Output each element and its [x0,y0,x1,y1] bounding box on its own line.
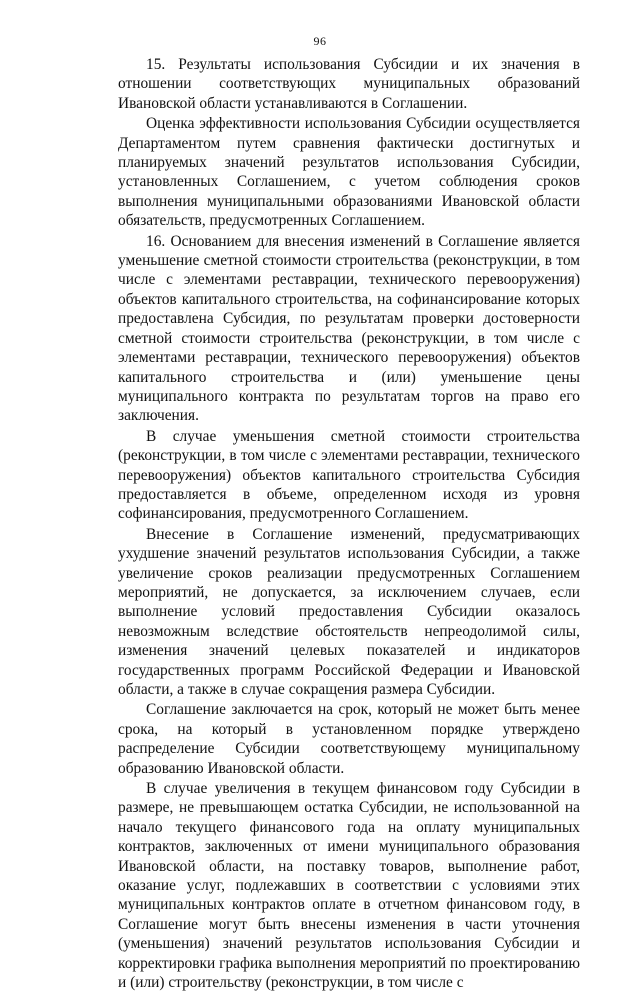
page-number: 96 [313,34,327,48]
paragraph-subsidy-increase: В случае увеличения в текущем финансовом году Субсидии в размере, не превышающем остатка Субсидии, не использованной на начало текущего финансового года на оплату муниципальных контрактов, заключенных от имени муниципального образования Ивановской области, на поставку товаров, выполнение работ, оказание услуг, подлежавших в соответствии с условиями этих муниципальных контрактов оплате в отчетном финансовом году, в Соглашение могут быть внесены изменения в части уточнения (уменьшения) значений результатов использования Субсидии и корректировки графика выполнения мероприятий по проектированию и (или) строительству (реконструкции, в том числе с [118,780,580,992]
paragraph-cost-reduction: В случае уменьшения сметной стоимости строительства (реконструкции, в том числе с элементами реставрации, технического перевооружения) объектов капитального строительства Субсидия предоставляется в объеме, определенном исходя из уровня софинансирования, предусмотренного Соглашением. [118,427,580,523]
paragraph-efficiency-assessment: Оценка эффективности использования Субсидии осуществляется Департаментом путем сравнения фактически достигнутых и планируемых значений результатов использования Субсидии, установленных Соглашением, с учетом соблюдения сроков выполнения муниципальными образованиями Ивановской области обязательств, предусмотренных Соглашением. [118,115,580,230]
paragraph-16-amendment-grounds: 16. Основанием для внесения изменений в Соглашение является уменьшение сметной стоимости строительства (реконструкции, в том числе с элементами реставрации, технического перевооружения) объектов капитального строительства, на софинансирование которых предоставлена Субсидия, по результатам проверки достоверности сметной стоимости строительства (реконструкции, в том числе с элементами реставрации, технического перевооружения) объектов капитального строительства и (или) уменьшение цены муниципального контракта по результатам торгов на право его заключения. [118,232,580,425]
paragraph-amendment-restrictions: Внесение в Соглашение изменений, предусматривающих ухудшение значений результатов использования Субсидии, а также увеличение сроков реализации предусмотренных Соглашением мероприятий, не допускается, за исключением случаев, если выполнение условий предоставления Субсидии оказалось невозможным вследствие обстоятельств непреодолимой силы, изменения значений целевых показателей и индикаторов государственных программ Российской Федерации и Ивановской области, а также в случае сокращения размера Субсидии. [118,525,580,698]
paragraph-agreement-term: Соглашение заключается на срок, который не может быть менее срока, на который в установленном порядке утверждено распределение Субсидии соответствующему муниципальному образованию Ивановской области. [118,701,580,777]
document-body [118,55,580,994]
paragraph-15-results: 15. Результаты использования Субсидии и их значения в отношении соответствующих муниципальных образований Ивановской области устанавливаются в Соглашении. [118,56,580,112]
